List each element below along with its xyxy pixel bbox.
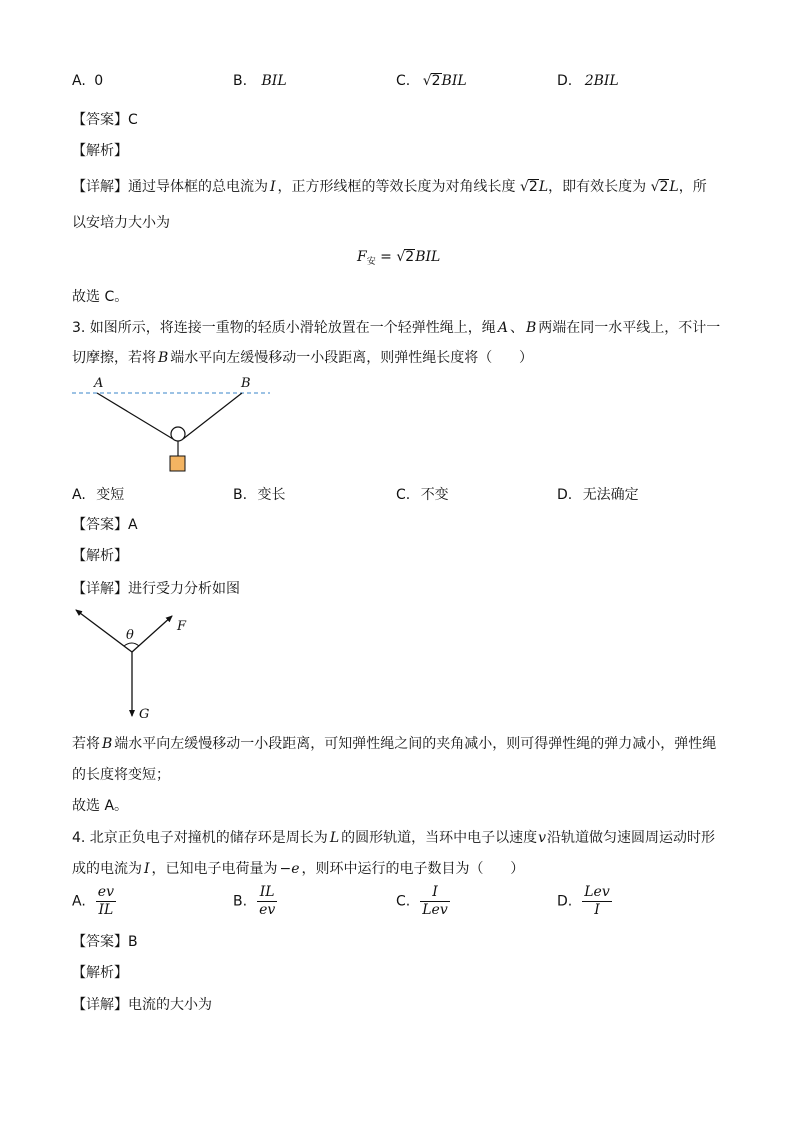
text: 成的电流为	[72, 861, 142, 877]
q4-option-d	[557, 884, 612, 919]
text: 两端在同一水平线上，不计一	[538, 320, 721, 336]
f-label: F	[177, 619, 187, 634]
q4-option-b	[233, 884, 277, 919]
formula-f: F	[357, 249, 367, 265]
option-letter: D.	[557, 73, 573, 89]
force-diagram	[66, 602, 196, 724]
pulley	[171, 427, 185, 441]
left-tension-arrow	[76, 610, 132, 652]
var-b: B	[102, 736, 113, 752]
sqrt-sign: √	[519, 179, 529, 195]
theta-label: θ	[126, 628, 134, 643]
sqrt-sign: √	[650, 179, 660, 195]
sqrt-sign: √	[396, 249, 406, 265]
option-text: BIL	[261, 73, 287, 89]
q2-detail-line1	[72, 176, 707, 196]
q4-stem-line2	[72, 858, 524, 878]
option-text: 0	[94, 73, 104, 89]
fraction	[420, 884, 450, 919]
q2-option-d	[557, 73, 619, 89]
option-letter: B.	[233, 73, 248, 89]
g-label: G	[139, 707, 150, 722]
formula-rest: BIL	[415, 249, 441, 265]
angle-arc	[124, 643, 139, 646]
q3-stem-line2	[72, 347, 533, 367]
fraction	[257, 884, 277, 919]
text: 沿轨道做匀速圆周运动时形	[547, 830, 716, 846]
fraction	[582, 884, 612, 919]
numerator: ev	[97, 884, 114, 900]
radicand: 2	[431, 73, 441, 89]
var-v: v	[538, 830, 547, 846]
text: ，已知电子电荷量为	[151, 861, 278, 877]
formula-equals: =	[375, 249, 397, 265]
q4-detail: 【详解】电流的大小为	[72, 997, 212, 1013]
detail-tag: 【详解】	[72, 179, 128, 195]
var-a: A	[497, 320, 508, 336]
radicand: 2	[405, 249, 415, 265]
text: 4. 北京正负电子对撞机的储存环是周长为	[72, 830, 328, 846]
q2-option-b	[233, 73, 287, 89]
var-i: I	[144, 861, 150, 877]
option-letter: D.	[557, 893, 573, 910]
denominator: Lev	[422, 902, 448, 918]
option-letter: C.	[396, 487, 411, 503]
text: 端水平向左缓慢移动一小段距离，可知弹性绳之间的夹角减小，则可得弹性绳的弹力减小，弹性绳	[114, 736, 717, 752]
text: 通过导体框的总电流为	[128, 179, 268, 195]
q3-option-c	[396, 484, 449, 504]
radicand: 2	[528, 179, 538, 195]
option-letter: B.	[233, 893, 248, 910]
var-l: L	[329, 830, 340, 846]
q3-explanation-line2: 的长度将变短；	[72, 767, 170, 783]
text: ，正方形线框的等效长度为对角线长度	[277, 179, 516, 195]
q3-stem-line1	[72, 317, 720, 337]
rope-right	[183, 393, 242, 439]
option-letter: A.	[72, 487, 86, 503]
option-text: 不变	[420, 487, 449, 503]
text: 的圆形轨道，当环中电子以速度	[341, 830, 538, 846]
fraction	[96, 884, 116, 919]
denominator: ev	[259, 902, 276, 918]
q4-option-a	[72, 884, 116, 919]
var-e: −e	[279, 861, 300, 877]
option-text: 2BIL	[584, 73, 619, 89]
sqrt-sign: √	[422, 73, 432, 89]
q4-answer: 【答案】B	[72, 934, 138, 950]
option-letter: B.	[233, 487, 248, 503]
denominator: IL	[98, 902, 114, 918]
q4-stem-line1	[72, 827, 715, 847]
q2-formula	[357, 249, 440, 267]
text: 、	[509, 320, 524, 336]
q2-detail-line2: 以安培力大小为	[72, 215, 170, 231]
weight-block	[170, 456, 185, 471]
option-text: BIL	[441, 73, 467, 89]
formula-subscript: 安	[366, 257, 376, 267]
option-letter: C.	[396, 893, 411, 910]
q2-answer: 【答案】C	[72, 112, 138, 128]
q2-conclusion: 故选 C。	[72, 289, 129, 305]
q4-option-c	[396, 884, 450, 919]
q3-detail: 【详解】进行受力分析如图	[72, 581, 240, 597]
numerator: Lev	[584, 884, 610, 900]
text: 3. 如图所示，将连接一重物的轻质小滑轮放置在一个轻弹性绳上，绳	[72, 320, 496, 336]
right-force-arrow	[132, 616, 172, 652]
var-l: L	[669, 179, 679, 195]
text: ，所	[678, 179, 707, 195]
q3-explanation-line1	[72, 733, 716, 753]
label-b: B	[241, 376, 251, 391]
text: ，则环中运行的电子数目为（ ）	[301, 861, 525, 877]
q3-conclusion: 故选 A。	[72, 798, 129, 814]
option-letter: C.	[396, 73, 411, 89]
option-text: 变长	[257, 487, 286, 503]
option-text: 无法确定	[582, 487, 639, 503]
option-letter: A.	[72, 73, 86, 89]
q2-analysis: 【解析】	[72, 143, 128, 159]
denominator: I	[594, 902, 600, 918]
text: 切摩擦，若将	[72, 350, 156, 366]
option-letter: A.	[72, 893, 86, 910]
q4-analysis: 【解析】	[72, 965, 128, 981]
option-text: 变短	[96, 487, 125, 503]
text: ，即有效长度为	[548, 179, 647, 195]
option-letter: D.	[557, 487, 573, 503]
pulley-figure	[70, 372, 275, 474]
q3-option-a	[72, 484, 124, 504]
numerator: IL	[257, 884, 277, 902]
radicand: 2	[659, 179, 669, 195]
q3-option-d	[557, 484, 639, 504]
q2-option-c	[396, 73, 467, 89]
text: 若将	[72, 736, 100, 752]
var-l: L	[538, 179, 549, 195]
rope-left	[97, 393, 173, 439]
var-b: B	[525, 320, 537, 336]
numerator: I	[420, 884, 450, 902]
text: 端水平向左缓慢移动一小段距离，则弹性绳长度将（ ）	[170, 350, 533, 366]
q3-analysis: 【解析】	[72, 548, 128, 564]
var-b: B	[158, 350, 169, 366]
q3-answer: 【答案】A	[72, 517, 138, 533]
label-a: A	[94, 376, 104, 391]
q2-option-a	[72, 73, 103, 89]
q3-option-b	[233, 484, 286, 504]
var-i: I	[270, 179, 276, 195]
